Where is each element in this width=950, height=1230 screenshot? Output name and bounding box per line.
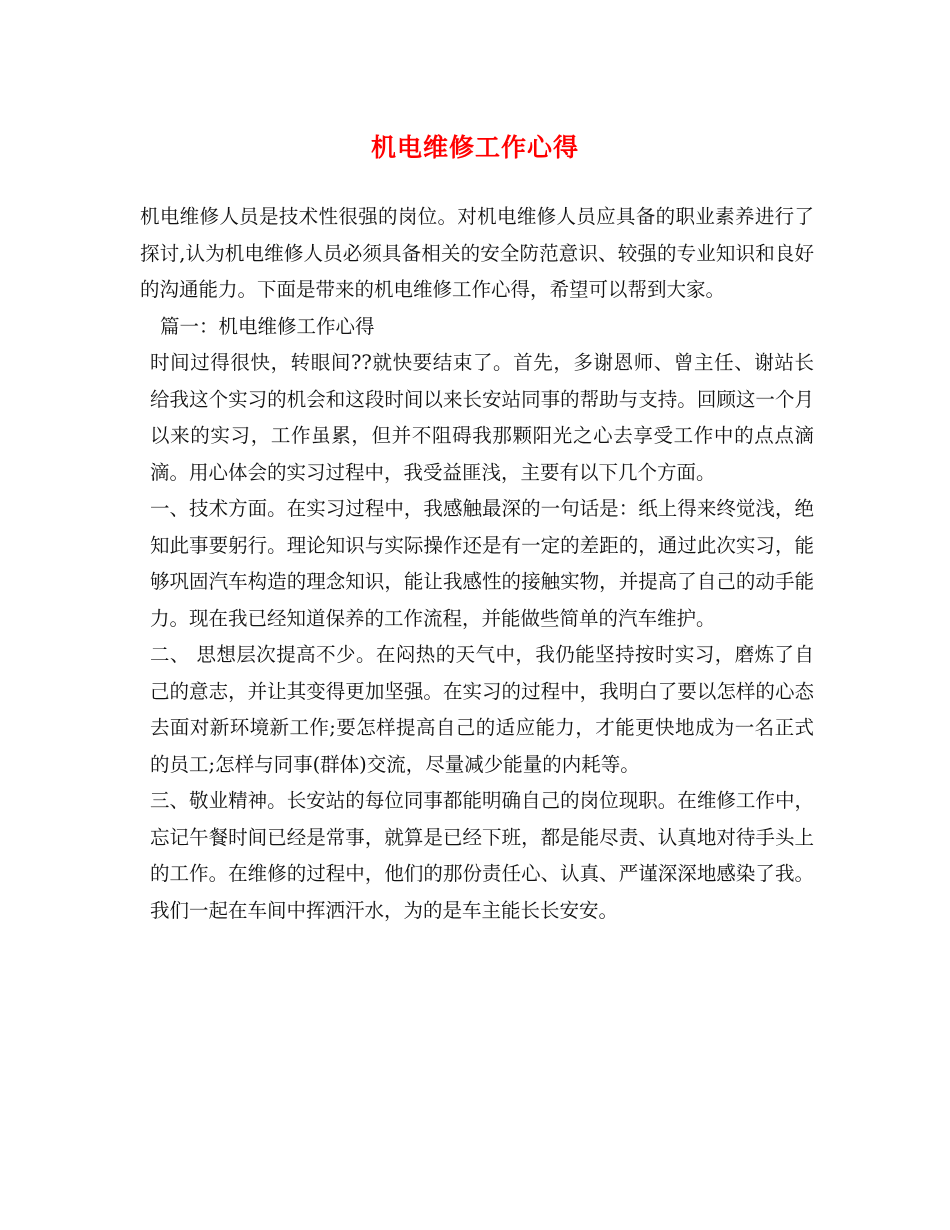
document-title: 机电维修工作心得 (370, 133, 579, 162)
section-heading: 篇一：机电维修工作心得 (160, 314, 375, 338)
body-paragraph: 一、技术方面。在实习过程中，我感触最深的一句话是：纸上得来终觉浅，绝知此事要躬行。理论知识与实际操作还是有一定的差距的，通过此次实习，能够巩固汽车构造的理念知识，能让我感性的接触实物，并提高了自己的动手能力。现在我已经知道保养的工作流程，并能做些简单的汽车维护。 (150, 497, 814, 630)
body-paragraph: 时间过得很快，转眼间??就快要结束了。首先，多谢恩师、曾主任、谢站长给我这个实习的机会和这段时间以来长安站同事的帮助与支持。回顾这一个月以来的实习，工作虽累，但并不阻碍我那颗阳光之心去享受工作中的点点滴滴。用心体会的实习过程中，我受益匪浅，主要有以下几个方面。 (150, 351, 814, 484)
document-body (140, 199, 814, 929)
body-paragraph: 二、 思想层次提高不少。在闷热的天气中，我仍能坚持按时实习，磨炼了自己的意志，并让其变得更加坚强。在实习的过程中，我明白了要以怎样的心态去面对新环境新工作;要怎样提高自己的适应能力，才能更快地成为一名正式的员工;怎样与同事(群体)交流，尽量减少能量的内耗等。 (150, 643, 814, 776)
intro-paragraph: 机电维修人员是技术性很强的岗位。对机电维修人员应具备的职业素养进行了探讨,认为机电维修人员必须具备相关的安全防范意识、较强的专业知识和良好的沟通能力。下面是带来的机电维修工作心得，希望可以帮到大家。 (140, 205, 814, 301)
body-paragraph: 三、敬业精神。长安站的每位同事都能明确自己的岗位现职。在维修工作中，忘记午餐时间已经是常事，就算是已经下班，都是能尽责、认真地对待手头上的工作。在维修的过程中，他们的那份责任心、认真、严谨深深地感染了我。我们一起在车间中挥洒汗水，为的是车主能长长安安。 (150, 789, 814, 922)
